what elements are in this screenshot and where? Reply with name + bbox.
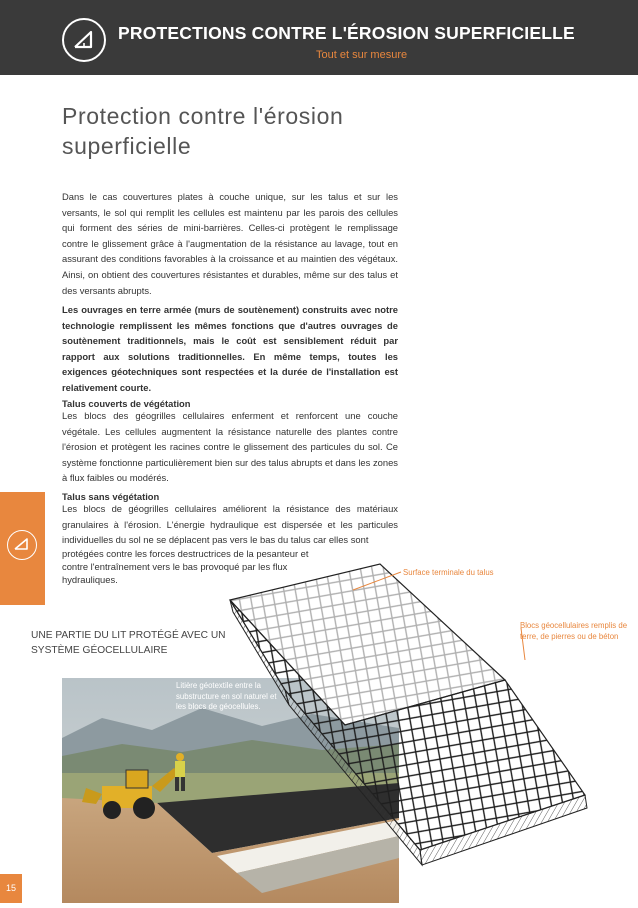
page-number: 15 (0, 874, 22, 903)
intro-paragraph: Dans le cas couvertures plates à couche unique, sur les talus et sur les versants, le sol qui remplit les cellules est maintenu par les parois des cellules qui forment des séries de mini-barrières. Celles-ci protègent le remplissage contre le glissement grâce à l'augmentation de la résistance au lavage, tout en assurant des conditions favorables à la croissance et au maintien des végétaux. Ainsi, on obtient des couvertures résistantes et durables, même sur des talus et des versants abrupts. (62, 191, 398, 296)
section-text-vegetation: Les blocs des géogrilles cellulaires enferment et renforcent une couche végétale. Les cellules augmentent la résistance naturelle des plantes contre l'érosion et protègent les racines contre le glissement des particules du sol. Ce système fonctionne particulièrement bien sur des talus abrupts et dans les zones à flux faibles ou modérés. (62, 410, 398, 484)
geocell-diagram (225, 550, 638, 903)
page-header (0, 0, 638, 75)
geocell-blocks-label: Blocs géocellulaires remplis de terre, de pierres ou de béton (520, 621, 628, 641)
header-title: PROTECTIONS CONTRE L'ÉROSION SUPERFICIELLE (118, 23, 575, 43)
side-section-tab (0, 492, 45, 605)
surface-label: Surface terminale du talus (403, 568, 494, 577)
geotextile-label: Litière géotextile entre la substructure en sol naturel et les blocs de géocellules. (176, 681, 277, 711)
erosion-slope-icon (62, 18, 106, 62)
section-heading-vegetation: Talus couverts de végétation (62, 398, 191, 409)
bold-paragraph: Les ouvrages en terre armée (murs de soutènement) construits avec notre technologie remplissent les mêmes fonctions que d'autres ouvrages de soutènement traditionnels, mais le coût est sensiblement réduit par rapport aux solutions traditionnelles. En même temps, toutes les exigences géotechniques sont respectées et la durée de l'installation est relativement courte. (62, 304, 398, 393)
figure-caption: UNE PARTIE DU LIT PROTÉGÉ AVEC UN SYSTÈME GÉOCELLULAIRE (31, 630, 226, 656)
page-title: Protection contre l'érosion superficielle (62, 103, 344, 159)
section-text-no-vegetation-end: protégées contre les forces destructrices de la pesanteur et contre l'entraînement vers le bas provoqué par les flux hydrauliques. (62, 548, 309, 585)
header-subtitle: Tout et sur mesure (316, 49, 408, 61)
section-heading-no-vegetation: Talus sans végétation (62, 491, 160, 502)
erosion-slope-icon (7, 530, 37, 560)
section-text-no-vegetation: Les blocs de géogrilles cellulaires améliorent la résistance des matériaux granulaires à l'érosion. L'énergie hydraulique est dispersée et les particules individuelles du sol ne se déplacent pas vers le bas du talus car elles sont (62, 503, 398, 546)
